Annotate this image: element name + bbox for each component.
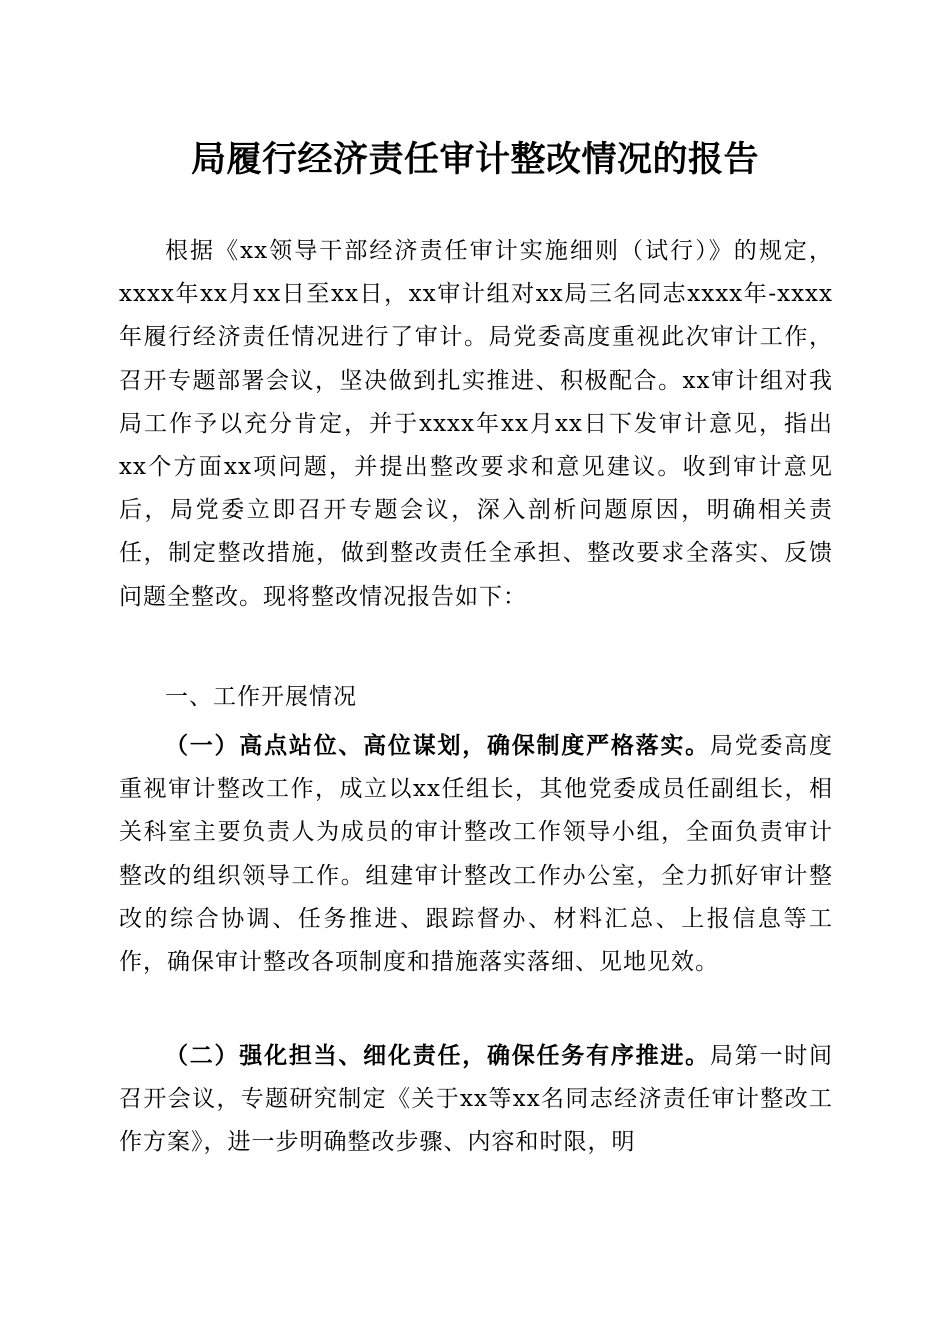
paragraph-1-subtitle: （一）高点站位、高位谋划，确保制度严格落实。 bbox=[165, 732, 710, 759]
document-title: 局履行经济责任审计整改情况的报告 bbox=[190, 139, 759, 180]
intro-paragraph: 根据《xx领导干部经济责任审计实施细则（试行）》的规定，xxxx年xx月xx日至xx日，xx审计组对xx局三名同志xxxx年-xxxx年履行经济责任情况进行了审计。局党委高度重视此次审计工作，召开专题部署会议，坚决做到扎实推进、积极配合。xx审计组对我局工作予以充分肯定，并于xxxx年xx月xx日下发审计意见，指出xx个方面xx项问题，并提出整改要求和意见建议。收到审计意见后，局党委立即召开专题会议，深入剖析问题原因，明确相关责任，制定整改措施，做到整改责任全承担、整改要求全落实、反馈问题全整改。现将整改情况报告如下： bbox=[119, 238, 833, 610]
paragraph-2-body: 局第一时间召开会议，专题研究制定《关于xx等xx名同志经济责任审计整改工作方案》，进一步明确整改步骤、内容和时限，明 bbox=[119, 1043, 834, 1156]
paragraph-1-body: 局党委高度重视审计整改工作，成立以xx任组长，其他党委成员任副组长，相关科室主要负责人为成员的审计整改工作领导小组，全面负责审计整改的组织领导工作。组建审计整改工作办公室，全力抓好审计整改的综合协调、任务推进、跟踪督办、材料汇总、上报信息等工作，确保审计整改各项制度和措施落实落细、见地见效。 bbox=[119, 733, 834, 976]
intro-block bbox=[119, 230, 833, 619]
paragraph-2-block bbox=[119, 1034, 833, 1165]
section-heading-1: 一、工作开展情况 bbox=[165, 684, 357, 710]
paragraph-1-block bbox=[119, 724, 833, 984]
paragraph-2-subtitle: （二）强化担当、细化责任，确保任务有序推进。 bbox=[165, 1042, 710, 1069]
paragraph-2 bbox=[119, 1034, 833, 1165]
paragraph-1 bbox=[119, 724, 833, 984]
